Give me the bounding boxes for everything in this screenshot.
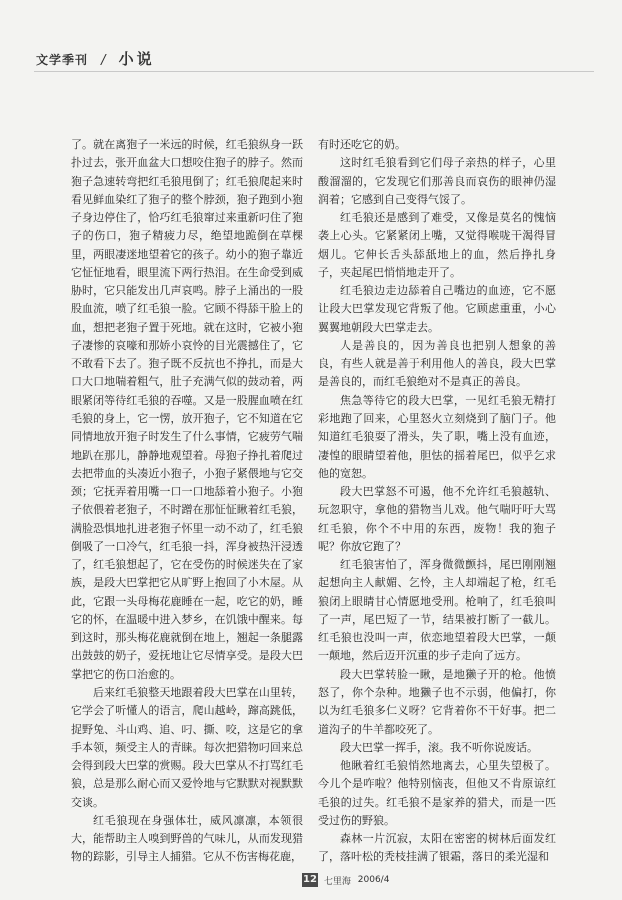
magazine-name: 文学季刊 [36, 53, 89, 67]
paragraph: 他瞅着红毛狼悄然地离去，心里失望极了。今儿个是咋啦？他特别恼丧，但他又不肯原谅红毛狼的过失。红毛狼不是家养的猎犬，而是一匹受过伤的野狼。 [318, 759, 556, 827]
paragraph: 人是善良的，因为善良也把别人想象的善良，有些人就是善于利用他人的善良，段大巴掌是善良的，而红毛狼绝对不是真正的善良。 [318, 338, 556, 389]
paragraph: 了。就在离狍子一米远的时候，红毛狼纵身一跃扑过去，张开血盆大口想咬住狍子的脖子。然而狍子急速转弯把红毛狼甩倒了；红毛狼爬起来时看见鲜血染红了狍子的整个脖颈，狍子跑到小狍子身边停住了，恰巧红毛狼窜过来重新叼住了狍子的伤口，狍子精疲力尽，绝望地跪倒在草棵里，两眼凄迷地望着它的孩子。幼小的狍子靠近它怔怔地看，眼里流下两行热泪。在生命受到威胁时，它只能发出几声哀鸣。脖子上涌出的一股股血流，喷了红毛狼一脸。它顾不得舔干脸上的血，想把老狍子置于死地。就在这时，它被小狍子凄惨的哀嚎和那娇小哀怜的目光震撼住了，它不敢看下去了。狍子既不反抗也不挣扎，而是大口大口地喘着粗气，肚子充满气似的鼓动着，两眼紧闭等待红毛狼的吞噬。又是一股腥血喷在红毛狼的身上，它一愣，放开狍子，它不知道在它同情地放开狍子时发生了什么事情，它疲劳气喘地趴在那儿，静静地观望着。母狍子挣扎着爬过去把带血的头凑近小狍子，小狍子紧偎地与它交颈；它抚弄着用嘴一口一口地舔着小狍子。小狍子依偎着老狍子，不时蹭在那怔怔瞅着红毛狼，满脸恐惧地扎进老狍子怀里一动不动了，红毛狼倒吸了一口冷气，红毛狼一抖，浑身被热汗浸透了，红毛狼想起了，它在受伤的时候迷失在了家族，是段大巴掌把它从旷野上抱回了小木屋。从此，它跟一头母梅花鹿睡在一起，吃它的奶，睡它的怀，在温暖中进入梦乡，在饥饿中醒来。每到这时，那头梅花鹿就倒在地上，翘起一条腿露出鼓鼓的奶子，爱抚地让它尽情享受。是段大巴掌把它的伤口治愈的。 [71, 138, 303, 681]
paragraph: 后来红毛狼整天地跟着段大巴掌在山里转，它学会了听懂人的语言，爬山越岭，蹿高跳低，捉野兔、斗山鸡、追、叼、撕、咬，这是它的拿手本领，频受主人的青睐。每次把猎物叼回来总会得到段大巴掌的赏赐。段大巴掌从不打骂红毛狼，总是那么耐心而又爱怜地与它默默对视默默交谈。 [71, 685, 303, 809]
paragraph: 森林一片沉寂，太阳在密密的树林后面发红了，落叶松的秃枝挂满了银霜，落日的柔光湿和 [318, 832, 556, 864]
paragraph: 红毛狼害怕了，浑身微微颤抖，尾巴刚刚翘起想向主人献媚、乞怜，主人却端起了枪，红毛狼闭上眼睛甘心情愿地受刑。枪响了，红毛狼叫了一声，尾巴短了一节，结果被打断了一截儿。红毛狼也没叫一声，依恋地望着段大巴掌，一颠一颠地，然后迈开沉重的步子走向了远方。 [318, 558, 556, 663]
paragraph: 段大巴掌一挥手，滚。我不听你说废话。 [340, 740, 538, 754]
page-footer [302, 873, 389, 887]
section-name: 小说 [118, 50, 155, 68]
paragraph: 红毛狼现在身强体壮，威风凛凛，本领很大，能帮助主人嗅到野兽的气味儿，从而发现猎物的踪影，引导主人捕猎。它从不伤害梅花鹿， [71, 813, 303, 864]
paragraph: 红毛狼还是感到了难受，又像是莫名的愧恼袭上心头。它紧紧闭上嘴，又觉得喉咙干渴得冒烟儿。它伸长舌头舔舐地上的血，然后挣扎身子，夹起尾巴悄悄地走开了。 [318, 211, 556, 279]
header-rule [34, 71, 594, 72]
left-column [71, 136, 303, 867]
footer-issue: 2006/4 [357, 875, 390, 885]
paragraph: 段大巴掌怒不可遏，他不允许红毛狼越轨、玩忽职守，拿他的猎物当儿戏。他气喘吁吁大骂红毛狼，你个不中用的东西，废物！我的狍子呢？你放它跑了？ [318, 485, 556, 553]
paragraph: 这时红毛狼看到它们母子亲热的样子，心里酸溜溜的，它发现它们那善良而哀伤的眼神仍湿润着；它感到自己变得气馁了。 [318, 156, 556, 206]
paragraph: 有时还吃它的奶。 [318, 138, 406, 151]
header-separator: / [101, 53, 106, 68]
right-column [318, 136, 556, 867]
paragraph: 段大巴掌转脸一瞅，是地獭子开的枪。他愤怒了，你个杂种。地獭子也不示弱，他偏打，你以为红毛狼多仁义呀？它背着你不干好事。把二道沟子的牛羊都咬死了。 [318, 667, 556, 736]
paragraph: 红毛狼边走边舔着自己嘴边的血迹，它不愿让段大巴掌发现它背叛了他。它顾虑重重，小心翼翼地朝段大巴掌走去。 [318, 284, 556, 334]
running-header [36, 48, 155, 69]
page-number: 12 [303, 874, 317, 885]
footer-magazine-name: 七里海 [323, 876, 351, 887]
paragraph: 焦急等待它的段大巴掌，一见红毛狼无精打彩地跑了回来，心里怒火立刻烧到了脑门子。他知道红毛狼耍了滑头，失了职，嘴上没有血迹，凄惶的眼睛望着他，胆怯的摇着尾巴，似乎乞求他的宽恕。 [318, 393, 556, 480]
